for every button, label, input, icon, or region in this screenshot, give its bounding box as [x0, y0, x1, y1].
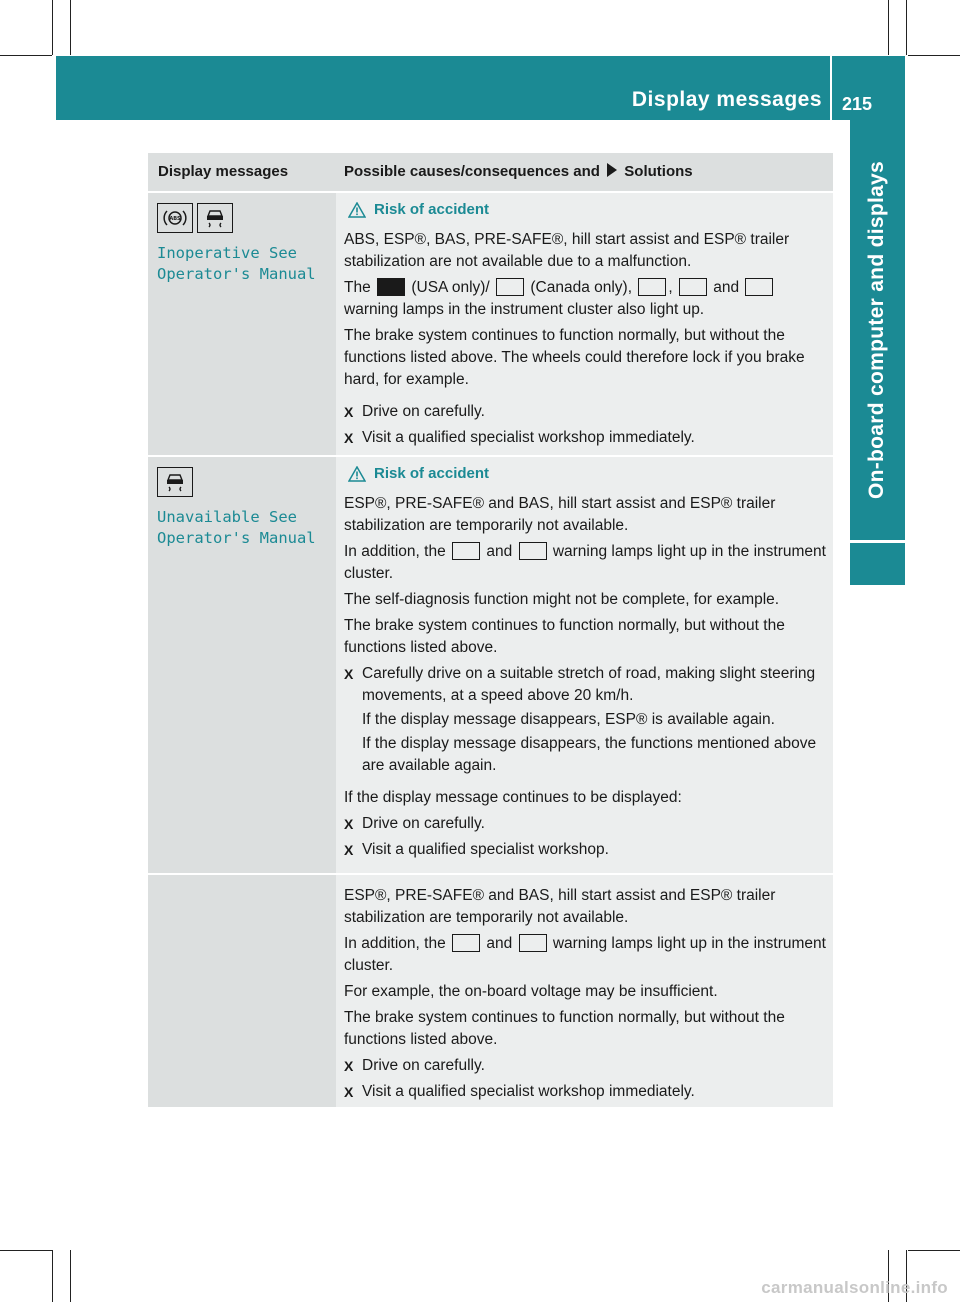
paragraph: In addition, the and warning lamps light up in the instrument cluster.: [344, 935, 826, 974]
side-tab-label: On-board computer and displays: [865, 160, 888, 500]
table-row: [148, 457, 833, 875]
step-item: X Visit a qualified specialist workshop immediately.: [344, 1081, 829, 1103]
paragraph: The brake system continues to function normally, but without the functions listed above.: [344, 1009, 785, 1048]
brake-circle-icon: [496, 278, 524, 296]
paragraph: The self-diagnosis function might not be complete, for example.: [344, 591, 780, 608]
step-marker-icon: X: [344, 666, 354, 682]
table-header: [148, 153, 833, 193]
step-marker-icon: X: [344, 842, 354, 858]
table-row: [148, 875, 833, 1107]
esp-off-icon: [519, 934, 547, 952]
abs-icon: [745, 278, 773, 296]
paragraph: ABS, ESP®, BAS, PRE-SAFE®, hill start assist and ESP® trailer stabilization are not available due to a malfunction.: [344, 231, 790, 270]
message-text-line2: Operator's Manual: [157, 529, 316, 547]
message-cell: [148, 875, 336, 1107]
solution-cell: [336, 875, 833, 1107]
page-title: Display messages: [631, 88, 822, 111]
paragraph: If the display message continues to be displayed:: [344, 789, 682, 806]
brake-icon: [377, 278, 405, 296]
risk-label: Risk of accident: [374, 201, 490, 218]
step-marker-icon: X: [344, 1058, 354, 1074]
step-item: X Drive on carefully.: [344, 1055, 829, 1077]
message-icons: [157, 203, 328, 233]
esp-icon: [452, 934, 480, 952]
crop-mark: [52, 0, 53, 55]
crop-mark: [0, 1250, 52, 1251]
crop-mark: [908, 55, 960, 56]
warning-triangle-icon: [348, 466, 366, 482]
side-tab-marker: [850, 543, 905, 585]
paragraph: ESP®, PRE-SAFE® and BAS, hill start assist and ESP® trailer stabilization are temporarily not available.: [344, 887, 776, 926]
page-number: 215: [842, 94, 873, 114]
step-item: X Carefully drive on a suitable stretch of road, making slight steering movements, at a speed above 20 km/h. If the display message disappears, ESP® is available again. If the display message disappears, the functions mentioned above are available again.: [344, 663, 829, 777]
risk-label: Risk of accident: [374, 465, 490, 482]
message-cell: [148, 457, 336, 873]
esp-warning-icon: [157, 467, 193, 497]
step-item: X Drive on carefully.: [344, 401, 829, 423]
step-item: X Drive on carefully.: [344, 813, 829, 835]
paragraph: The brake system continues to function normally, but without the functions listed above.: [344, 617, 785, 656]
esp-warning-icon: [197, 203, 233, 233]
step-marker-icon: X: [344, 404, 354, 420]
svg-text:ABS: ABS: [169, 216, 181, 222]
watermark: carmanualsonline.info: [761, 1278, 948, 1297]
paragraph: In addition, the and warning lamps light up in the instrument cluster.: [344, 543, 826, 582]
step-marker-icon: X: [344, 1084, 354, 1100]
esp-off-icon: [679, 278, 707, 296]
crop-mark: [70, 0, 71, 55]
step-marker-icon: X: [344, 430, 354, 446]
step-item: X Visit a qualified specialist workshop.: [344, 839, 829, 861]
paragraph: The brake system continues to function normally, but without the functions listed above. The wheels could therefore lock if you brake hard, for example.: [344, 327, 805, 388]
column-header-causes-label: Possible causes/consequences and: [344, 163, 600, 180]
table-row: [148, 193, 833, 457]
header-divider: [830, 56, 832, 120]
risk-heading: [348, 465, 829, 483]
message-text-line2: Operator's Manual: [157, 265, 316, 283]
step-item: X Visit a qualified specialist workshop immediately.: [344, 427, 829, 449]
crop-mark: [888, 0, 889, 55]
esp-icon: [638, 278, 666, 296]
arrow-right-icon: [607, 163, 617, 177]
message-text-line1: Unavailable See: [157, 508, 297, 526]
paragraph: The (USA only)/ (Canada only), , and warning lamps in the instrument cluster also light up.: [344, 277, 829, 321]
esp-off-icon: [519, 542, 547, 560]
paragraph: For example, the on-board voltage may be insufficient.: [344, 983, 718, 1000]
solution-cell: [336, 457, 833, 873]
crop-mark: [908, 1250, 960, 1251]
message-icons: [157, 467, 328, 497]
crop-mark: [906, 0, 907, 55]
message-text-line1: Inoperative See: [157, 244, 297, 262]
risk-heading: [348, 201, 829, 219]
column-header-messages: Display messages: [158, 163, 289, 180]
warning-triangle-icon: [348, 202, 366, 218]
crop-mark: [0, 55, 52, 56]
step-marker-icon: X: [344, 816, 354, 832]
crop-mark: [70, 1250, 71, 1302]
solution-cell: [336, 193, 833, 455]
esp-icon: [452, 542, 480, 560]
paragraph: ESP®, PRE-SAFE® and BAS, hill start assist and ESP® trailer stabilization are temporarily not available.: [344, 495, 776, 534]
display-messages-table: [148, 153, 833, 1107]
crop-mark: [52, 1250, 53, 1302]
column-header-causes: [336, 153, 833, 191]
message-cell: [148, 193, 336, 455]
abs-warning-icon: [157, 203, 193, 233]
column-header-solutions-label: Solutions: [624, 163, 693, 180]
